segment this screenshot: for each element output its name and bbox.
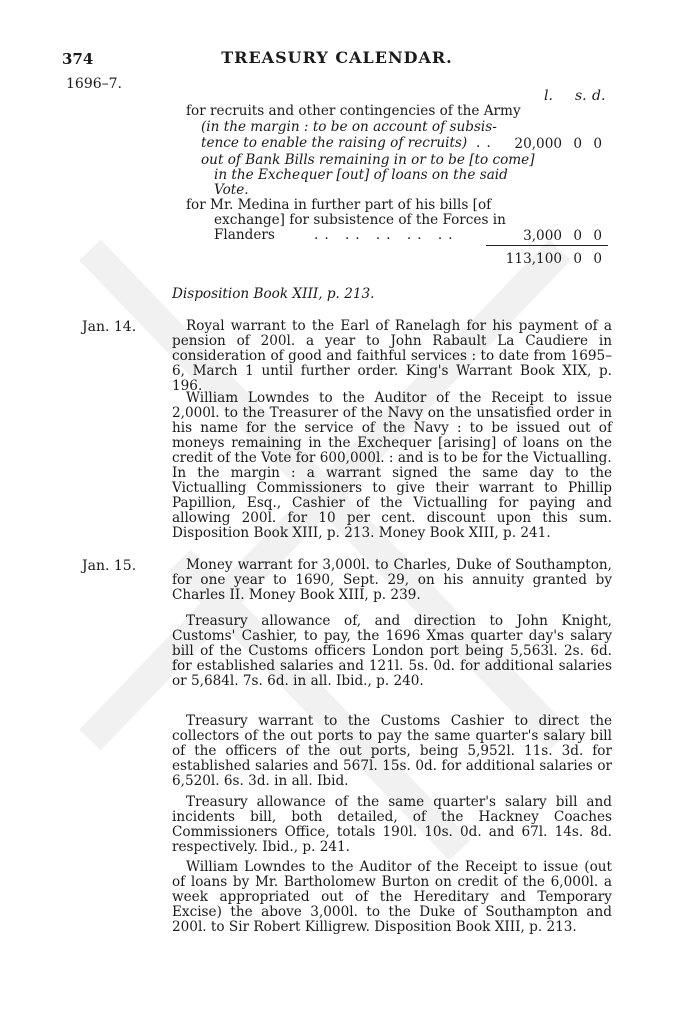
leader-dots: .. .. .. .. ..: [314, 227, 459, 243]
total-s: 0: [573, 251, 582, 267]
entry-paragraph: William Lowndes to the Auditor of the Receipt to issue (out of loans by Mr. Bartholomew Burton on credit of the 6,000l. a week appropriated out of the Hereditary and Temporary Excise) the above 3,000l. to the Duke of Southampton and 200l. to Sir Robert Killigrew. Disposition Book XIII, p. 213.: [172, 859, 612, 935]
total-d: 0: [593, 251, 602, 267]
item-line: for Mr. Medina in further part of his bills [of: [186, 197, 492, 213]
column-head-l: l.: [544, 88, 553, 104]
disposition-reference: Disposition Book XIII, p. 213.: [172, 286, 375, 302]
entry-date: Jan. 14.: [82, 319, 137, 335]
item-line: in the Exchequer [out] of loans on the said: [214, 167, 508, 183]
entry-date: Jan. 15.: [82, 558, 137, 574]
amount-d: 0: [593, 228, 602, 244]
entry-paragraph: Treasury warrant to the Customs Cashier to direct the collectors of the out ports to pay the same quarter's salary bill of the officers of the out ports, being 5,952l. 11s. 3d. for established salaries and 567l. 15s. 0d. for additional salaries or 6,520l. 6s. 3d. in all. Ibid.: [172, 713, 612, 789]
total-l: 113,100: [505, 251, 562, 267]
item-line: Flanders: [214, 227, 275, 243]
item-line: tence to enable the raising of recruits): [201, 135, 468, 151]
amount-d: 0: [593, 136, 602, 152]
amount-s: 0: [573, 136, 582, 152]
item-line: Vote.: [214, 182, 249, 198]
amount-l: 20,000: [514, 136, 562, 152]
item-line: (in the margin : to be on account of subsis-: [201, 119, 497, 135]
entry-paragraph: Treasury allowance of the same quarter's salary bill and incidents bill, both detailed, of the Hackney Coaches Commissioners Office, totals 190l. 10s. 0d. and 67l. 14s. 8d. respectively. Ibid., p. 241.: [172, 794, 612, 855]
item-line: out of Bank Bills remaining in or to be [to come]: [201, 152, 535, 168]
entry-paragraph: William Lowndes to the Auditor of the Receipt to issue 2,000l. to the Treasurer of the Navy on the unsatisfied order in his name for the service of the Navy : to be issued out of moneys remaining in the Exchequer [arising] of loans on the credit of the Vote for 600,000l. : and is to be for the Victualling.: [172, 390, 612, 466]
leader-dots: ..: [476, 135, 497, 151]
entry-paragraph: In the margin : a warrant signed the same day to the Victualling Commissioners to give their warrant to Phillip Papillion, Esq., Cashier of the Victualling for paying and allowing 200l. for 10 per cent. discount upon this sum. Disposition Book XIII, p. 213. Money Book XIII, p. 241.: [172, 465, 612, 541]
amount-l: 3,000: [523, 228, 562, 244]
amount-s: 0: [573, 228, 582, 244]
entry-paragraph: Royal warrant to the Earl of Ranelagh for his payment of a pension of 200l. a year to John Rabault La Caudiere in consideration of good and faithful services : to date from 1695–6, March 1 until further order. King's Warrant Book XIX, p. 196.: [172, 318, 612, 394]
item-line: for recruits and other contingencies of the Army: [186, 103, 521, 119]
column-head-s: s.: [575, 88, 587, 104]
column-head-d: d.: [592, 88, 606, 104]
total-rule: [486, 245, 608, 246]
running-title: TREASURY CALENDAR.: [221, 48, 453, 67]
page-number: 374: [62, 50, 94, 68]
entry-paragraph: Treasury allowance of, and direction to John Knight, Customs' Cashier, to pay, the 1696 Xmas quarter day's salary bill of the Customs officers London port being 5,563l. 2s. 6d. for established salaries and 121l. 5s. 0d. for additional salaries or 5,684l. 7s. 6d. in all. Ibid., p. 240.: [172, 613, 612, 689]
item-line: exchange] for subsistence of the Forces in: [214, 212, 506, 228]
year-label: 1696–7.: [66, 76, 122, 92]
entry-paragraph: Money warrant for 3,000l. to Charles, Duke of Southampton, for one year to 1690, Sept. 29, on his annuity granted by Charles II. Money Book XIII, p. 239.: [172, 557, 612, 603]
